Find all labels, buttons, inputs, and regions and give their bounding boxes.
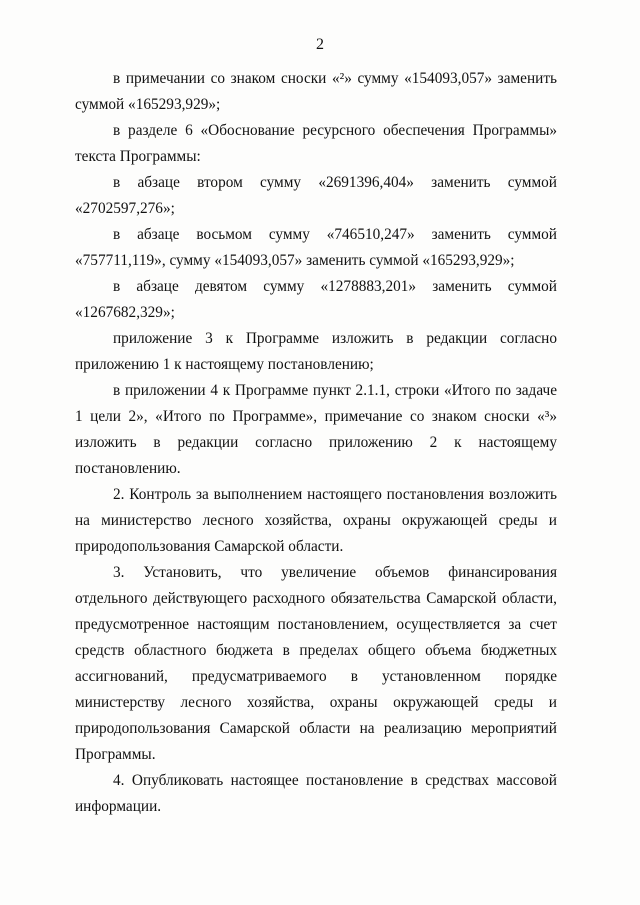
paragraph-footnote-2-note: в примечании со знаком сноски «²» сумму «154093,057» заменить суммой «165293,929»; [75, 70, 557, 113]
paragraph-item-2-control: 2. Контроль за выполнением настоящего постановления возложить на министерство лесного хозяйства, охраны окружающей среды и природопользования Самарской области. [75, 486, 557, 555]
paragraph-item-3-financing: 3. Установить, что увеличение объемов финансирования отдельного действующего расходного обязательства Самарской области, предусмотренное настоящим постановлением, осуществляется за счет средств областного бюджета в пределах общего объема бюджетных ассигнований, предусматриваемого в установленном порядке министерству лесного хозяйства, охраны окружающей среды и природопользования Самарской области на реализацию мероприятий Программы. [75, 564, 557, 763]
paragraph-ninth-subparagraph: в абзаце девятом сумму «1278883,201» заменить суммой «1267682,329»; [75, 278, 557, 321]
paragraph-item-4-publication: 4. Опубликовать настоящее постановление в средствах массовой информации. [75, 772, 557, 815]
page-number: 2 [316, 36, 324, 53]
paragraph-section-6: в разделе 6 «Обоснование ресурсного обеспечения Программы» текста Программы: [75, 122, 557, 165]
document-body [75, 66, 557, 820]
paragraph-appendix-3: приложение 3 к Программе изложить в редакции согласно приложению 1 к настоящему постановлению; [75, 330, 557, 373]
paragraph-appendix-4: в приложении 4 к Программе пункт 2.1.1, строки «Итого по задаче 1 цели 2», «Итого по Программе», примечание со знаком сноски «³» изложить в редакции согласно приложению 2 к настоящему постановлению. [75, 382, 557, 477]
paragraph-eighth-subparagraph: в абзаце восьмом сумму «746510,247» заменить суммой «757711,119», сумму «154093,057» заменить суммой «165293,929»; [75, 226, 557, 269]
paragraph-second-subparagraph: в абзаце втором сумму «2691396,404» заменить суммой «2702597,276»; [75, 174, 557, 217]
